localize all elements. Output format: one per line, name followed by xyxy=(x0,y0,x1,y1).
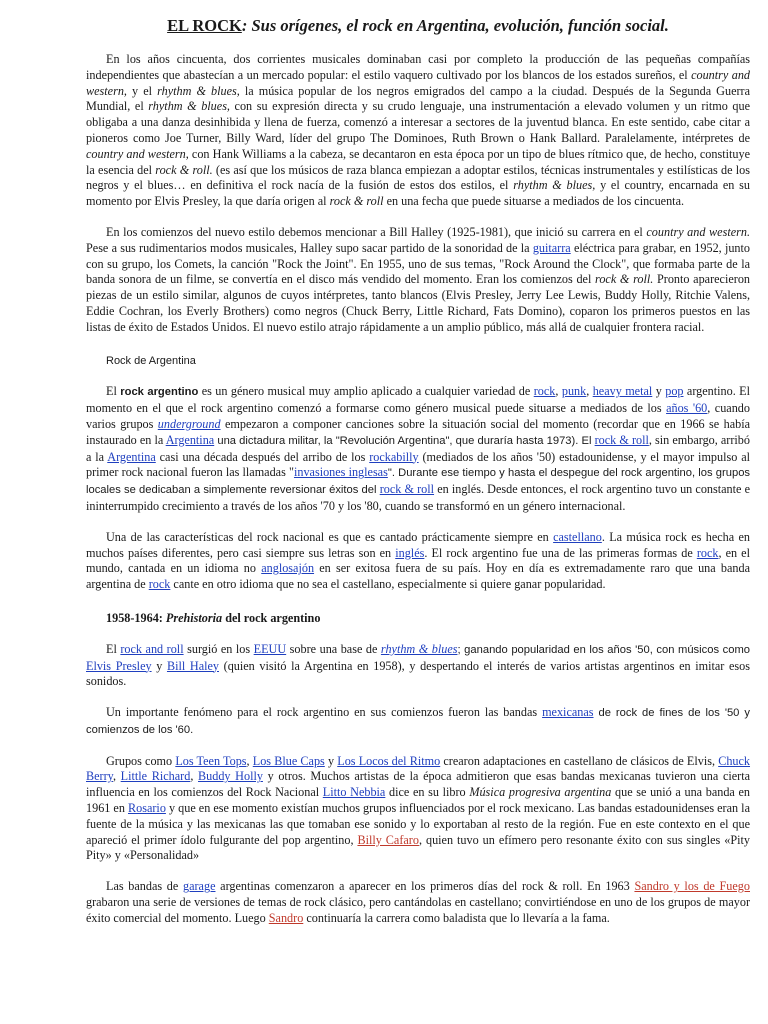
text: , xyxy=(586,384,593,399)
text: , cuando varios grupos xyxy=(86,401,750,431)
link-ingles[interactable]: inglés xyxy=(395,545,425,560)
text: Una de las características del rock nacional es que es cantado prácticamente siempre en xyxy=(106,529,554,544)
text: una dictadura militar, la "Revolución Argentina", que duraría hasta 1973). El xyxy=(214,434,595,447)
text: , xyxy=(246,753,253,768)
link-underground[interactable]: underground xyxy=(157,416,221,431)
link-buddy-holly[interactable]: Buddy Holly xyxy=(198,769,263,784)
text: y xyxy=(652,384,666,399)
text: Las bandas de xyxy=(106,879,183,894)
text: surgió en los xyxy=(183,641,254,656)
text: y otros. Muchos artistas de la época admitieron que esas bandas mexicanas tuvieron una cierta influencia en los comienzos del Rock Nacional xyxy=(86,769,750,800)
paragraph-bandas-mexicanas xyxy=(86,705,750,739)
text: ". Durante ese tiempo y hasta el despegue del rock argentino, los grupos locales se dedicaban a simplemente reversionar éxitos del xyxy=(86,467,751,497)
text: en una fecha que puede situarse a mediados de los cincuenta. xyxy=(383,194,685,209)
link-guitarra[interactable]: guitarra xyxy=(532,240,571,255)
text: del rock argentino xyxy=(222,610,321,625)
link-rosario[interactable]: Rosario xyxy=(128,801,166,816)
text: y xyxy=(324,753,338,768)
text: en inglés. Desde entonces, el rock argentino tuvo un constante e ininterrumpido crecimiento a través de los años '70 y los '80, cuando se transformó en un género internacional. xyxy=(86,482,750,513)
paragraph-bill-halley xyxy=(86,225,750,336)
link-mexicanas[interactable]: mexicanas xyxy=(542,705,594,720)
link-chuck-berry[interactable]: Chuck Berry xyxy=(86,753,751,784)
title-main: EL ROCK xyxy=(167,16,242,35)
link-los-blue-caps[interactable]: Los Blue Caps xyxy=(252,753,325,768)
italic-term: country and western, xyxy=(86,67,751,98)
link-rock-and-roll[interactable]: rock & roll xyxy=(594,432,649,447)
text: dice en su libro xyxy=(385,785,470,800)
link-rhythm-and-blues[interactable]: rhythm & blues xyxy=(380,641,458,656)
link-eeuu[interactable]: EEUU xyxy=(253,641,287,656)
page-title xyxy=(86,0,750,40)
text: (quien visitó la Argentina en 1958), y despertando el interés de varios artistas argentinos en imitar esos sonidos. xyxy=(86,658,750,689)
text: con Hank Williams a la cabeza, se decantaron en esta época por un tipo de blues rítmico que, de hecho, constituye la esencia del xyxy=(86,146,750,177)
text: 1958-1964: xyxy=(106,610,166,625)
text: , en el mundo, cantada en un idioma no xyxy=(86,545,750,576)
paragraph-rock-and-roll-eeuu xyxy=(86,642,750,690)
title-subtitle: : Sus orígenes, el rock en Argentina, evolución, función social. xyxy=(241,16,669,35)
text: y el country, encarnada en su momento por Elvis Presley, la que daría origen al xyxy=(86,178,750,209)
link-pop[interactable]: pop xyxy=(665,384,684,399)
text: El xyxy=(106,641,121,656)
link-rock[interactable]: rock xyxy=(148,577,171,592)
link-heavy-metal[interactable]: heavy metal xyxy=(592,384,653,399)
paragraph-grupos xyxy=(86,754,750,865)
link-rockabilly[interactable]: rockabilly xyxy=(369,449,419,464)
text: , sin embargo, arribó a la xyxy=(86,432,750,464)
text: la música popular de los negros emigrados del campo a la ciudad. Después de la Segunda Guerra Mundial, el xyxy=(86,83,751,114)
italic-term: rock & roll. xyxy=(155,162,213,177)
paragraph-garage xyxy=(86,879,750,926)
link-little-richard[interactable]: Little Richard xyxy=(120,769,191,784)
link-rock[interactable]: rock xyxy=(533,384,556,399)
paragraph-origins xyxy=(86,52,750,210)
text: , xyxy=(555,384,562,399)
text: argentinas comenzaron a aparecer en los primeros días del rock & roll. En 1963 xyxy=(215,879,635,894)
text: (mediados de los años '50) estadounidense, y el mayor impulso al primer rock nacional fueron las llamadas " xyxy=(86,449,750,480)
italic-term: rock & roll. xyxy=(595,272,654,287)
text: grabaron una serie de versiones de temas de rock clásico, pero cantándolas en castellano; convirtiéndose en uno de los grupos de mayor éxito comercial del momento. Luego xyxy=(86,895,750,925)
text: eléctrica para grabar, en 1952, junto con su grupo, los Comets, la canción "Rock the Joint". En 1955, uno de sus temas, "Rock Around the Clock", que formaba parte de la banda sonora de un filme, se convertía en el disco más vendido del momento. Eran los comienzos del xyxy=(86,240,750,287)
text: Grupos como xyxy=(106,753,176,768)
text: Pese a sus rudimentarios modos musicales, Halley supo sacar partido de la sonoridad de la xyxy=(86,240,533,255)
link-rock-and-roll[interactable]: rock and roll xyxy=(120,641,184,656)
link-castellano[interactable]: castellano xyxy=(553,529,602,544)
text: y el xyxy=(126,83,158,98)
italic-term: country and western. xyxy=(646,224,750,239)
link-rock[interactable]: rock xyxy=(696,545,719,560)
link-sandro[interactable]: Sandro xyxy=(268,910,304,925)
text: . El rock argentino fue una de las primeras formas de xyxy=(424,545,697,560)
link-rock-and-roll[interactable]: rock & roll xyxy=(379,482,435,497)
link-litto-nebbia[interactable]: Litto Nebbia xyxy=(322,785,386,800)
text: cante en otro idioma que no sea el castellano, especialmente si quiere ganar popularidad. xyxy=(170,577,606,592)
text: de rock de fines de los '50 y comienzos de los '60. xyxy=(86,707,750,736)
paragraph-rock-argentino xyxy=(86,384,750,514)
text: Un importante fenómeno para el rock argentino en sus comienzos fueron las bandas xyxy=(106,705,543,720)
text: continuaría la carrera como baladista que lo llevaría a la fama. xyxy=(303,910,610,925)
text: argentino. El momento en el que el rock argentino comenzó a formarse como género musical puede situarse a mediados de los xyxy=(86,384,751,416)
text: empezaron a componer canciones sobre la situación social del momento (recordar que en 1966 se había instaurado en la xyxy=(86,416,750,447)
text: . La música rock es hecha en muchos países diferentes, pero casi siempre sus letras son en xyxy=(86,529,751,560)
italic-term: rhythm & blues, xyxy=(157,83,240,98)
text: , quien tuvo un efímero pero resonante éxito con sus singles «Pity Pity» y «Personalidad» xyxy=(86,832,750,863)
italic-term: Prehistoria xyxy=(165,610,223,625)
text: que se unió a una banda en 1961 en xyxy=(86,785,750,816)
link-argentina[interactable]: Argentina xyxy=(165,432,215,447)
text: sobre una base de xyxy=(286,641,381,656)
text: es un género musical muy amplio aplicado a cualquier variedad de xyxy=(198,384,534,399)
text: en ser exitosa fuera de su país. Hoy en día es extremadamente raro que una banda argentina de xyxy=(86,561,750,592)
text: casi una década después del arribo de los xyxy=(155,449,370,464)
text: y xyxy=(151,658,167,673)
link-los-locos-del-ritmo[interactable]: Los Locos del Ritmo xyxy=(337,753,441,768)
text: y que en ese momento existían muchos grupos influenciados por el rock mexicano. Las bandas estadounidenses eran la fuente de la música y las mexicanas las que tomaban ese sonido y lo exportaban al resto de la región. Fue en este contexto en el que apareció el primer ídolo fulgurante del pop argentino, xyxy=(86,801,750,847)
link-punk[interactable]: punk xyxy=(561,384,587,399)
text: (es así que los músicos de raza blanca empiezan a adoptar estilos, técnicas instrumentales y estilísticas de los negros y el blues… en definitiva el rock nacía de la fusión de estos dos estilos, el xyxy=(86,162,751,193)
paragraph-castellano xyxy=(86,530,750,593)
text: crearon adaptaciones en castellano de clásicos de Elvis, xyxy=(440,753,719,768)
text: En los años cincuenta, dos corrientes musicales dominaban casi por completo la producción de las pequeñas compañías independientes que abastecían a un mercado popular: el estilo vaquero cultivado por los blancos de los estados sureños, el xyxy=(86,52,750,82)
link-elvis-presley[interactable]: Elvis Presley xyxy=(86,658,152,673)
italic-term: rhythm & blues, xyxy=(148,99,230,114)
link-bill-haley[interactable]: Bill Haley xyxy=(166,658,219,673)
bold-term: rock argentino xyxy=(120,386,199,399)
text: En los comienzos del nuevo estilo debemos mencionar a Bill Halley (1925-1981), que inició su carrera en el xyxy=(106,224,647,239)
italic-term: rock & roll xyxy=(329,194,384,209)
link-argentina[interactable]: Argentina xyxy=(107,449,156,464)
italic-term: country and western, xyxy=(86,146,189,161)
italic-book-title: Música progresiva argentina xyxy=(469,785,612,800)
italic-term: rhythm & blues, xyxy=(513,178,596,193)
text: Pronto aparecieron piezas de un estilo similar, algunos de cuyos intérpretes, tanto blancos (Elvis Presley, Jerry Lee Lewis, Buddy Holly, Ritchie Valens, Eddie Cochran, los Everly Brothers) como negros (Chuck Berry, Little Richard, Fats Domino), coparon los primeros puestos en las listas de éxito de Estados Unidos. El nuevo estilo atrajo rápidamente a un amplio público, más allá de cualquier frontera racial. xyxy=(86,272,751,334)
link-anglosajon[interactable]: anglosajón xyxy=(261,561,315,576)
text: El xyxy=(106,384,121,399)
link-anos-60[interactable]: años '60 xyxy=(666,401,708,416)
link-garage[interactable]: garage xyxy=(183,879,216,894)
link-sandro-y-los-de-fuego[interactable]: Sandro y los de Fuego xyxy=(634,879,750,894)
text: con su expresión directa y su crudo lenguaje, una instrumentación a elevado volumen y un ritmo que obligaba a una danza desinhibida y llena de fuerza, comenzó a interesar a sectores de la juventud blanca. En este sentido, cabe citar a pioneros como Joe Turner, Billy Ward, líder del grupo The Dominoes, Ruth Brown o Hank Ballard. Paralelamente, intérpretes de xyxy=(86,99,750,145)
link-billy-cafaro[interactable]: Billy Cafaro xyxy=(357,832,419,847)
section-heading-prehistoria xyxy=(86,611,750,627)
text: , xyxy=(190,769,199,784)
link-invasiones-inglesas[interactable]: invasiones inglesas xyxy=(293,465,388,480)
text: , xyxy=(112,769,121,784)
section-heading-rock-argentina: Rock de Argentina xyxy=(106,354,196,367)
link-los-teen-tops[interactable]: Los Teen Tops xyxy=(175,753,247,768)
text: ; ganando popularidad en los años '50, con músicos como xyxy=(457,643,750,656)
